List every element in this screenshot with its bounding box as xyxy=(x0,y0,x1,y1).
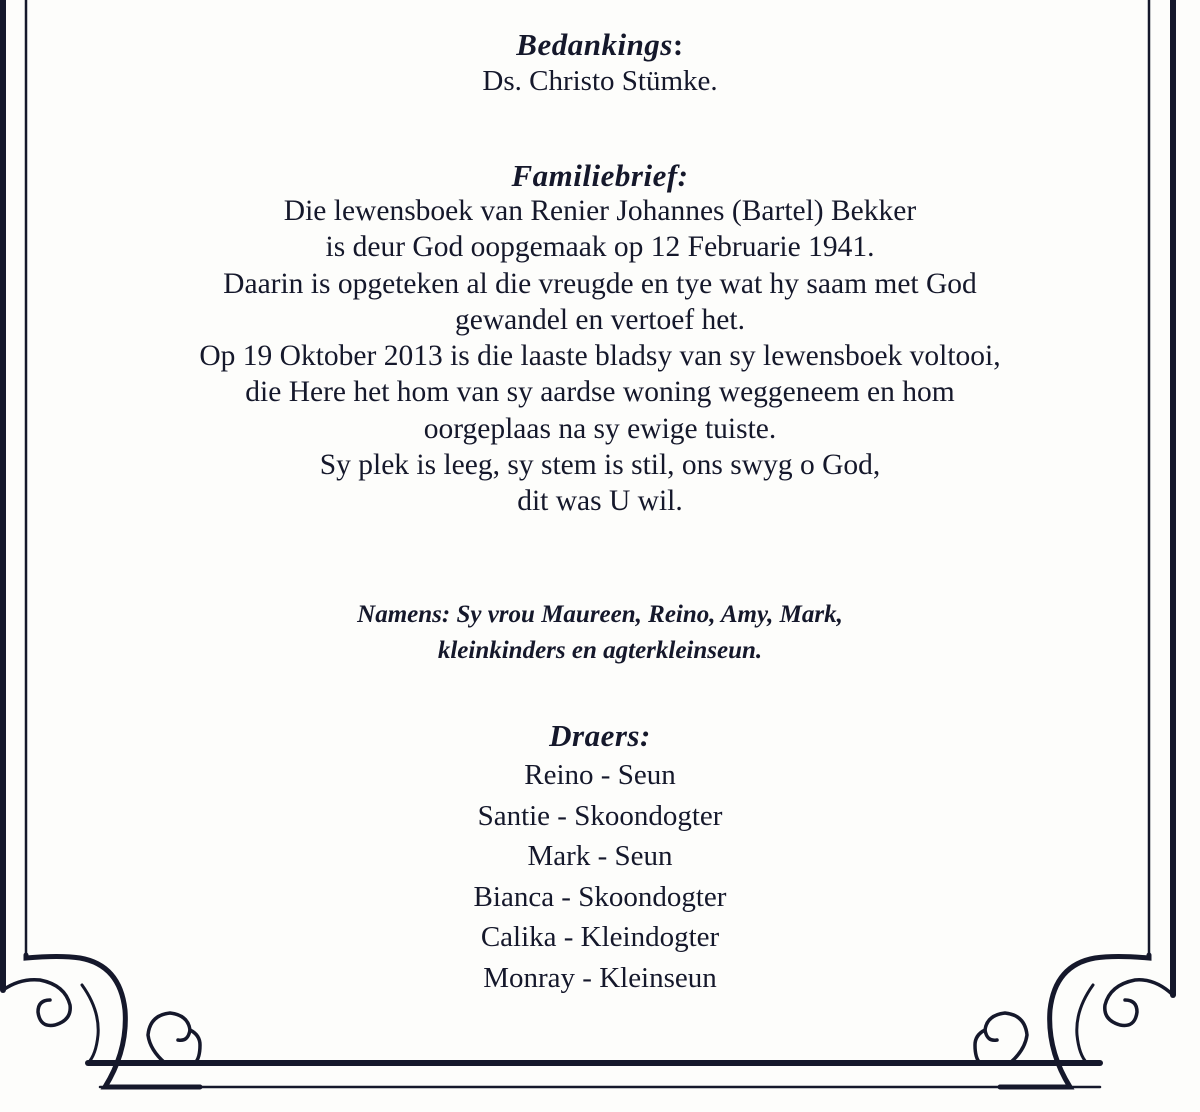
draer-item: Monray - Kleinseun xyxy=(483,961,717,994)
familiebrief-line: dit was U wil. xyxy=(517,485,683,518)
namens-section xyxy=(0,597,1200,669)
bedankings-heading xyxy=(0,27,1200,63)
familiebrief-line: die Here het hom van sy aardse woning weggeneem en hom xyxy=(245,376,955,409)
draers-list xyxy=(0,755,1200,998)
draer-item: Reino - Seun xyxy=(524,759,676,791)
draer-item: Mark - Seun xyxy=(527,840,673,872)
bedankings-heading-colon: : xyxy=(672,27,684,62)
familiebrief-line: Die lewensboek van Renier Johannes (Bartel) Bekker xyxy=(283,195,917,227)
namens-line: kleinkinders en agterkleinseun. xyxy=(437,637,763,664)
draer-item: Calika - Kleindogter xyxy=(480,921,720,953)
familiebrief-line: Daarin is opgeteken al die vreugde en tye wat hy saam met God xyxy=(223,267,977,300)
familiebrief-heading: Familiebrief: xyxy=(511,158,689,193)
familiebrief-body xyxy=(0,193,1200,520)
familiebrief-line: gewandel en vertoef het. xyxy=(455,303,745,336)
draer-item: Santie - Skoondogter xyxy=(477,799,723,832)
namens-line: Namens: Sy vrou Maureen, Reino, Amy, Mark, xyxy=(357,601,843,628)
bedankings-heading-text: Bedankings xyxy=(516,27,673,62)
draer-item: Bianca - Skoondogter xyxy=(473,880,727,913)
familiebrief-line: Op 19 Oktober 2013 is die laaste bladsy van sy lewensboek voltooi, xyxy=(199,340,1001,373)
draers-heading: Draers: xyxy=(549,718,651,753)
familiebrief-line: oorgeplaas na sy ewige tuiste. xyxy=(423,412,777,445)
bedankings-name: Ds. Christo Stümke. xyxy=(482,65,718,97)
familiebrief-line: Sy plek is leeg, sy stem is stil, ons swyg o God, xyxy=(319,449,881,482)
familiebrief-line: is deur God oopgemaak op 12 Februarie 1941. xyxy=(325,231,875,264)
